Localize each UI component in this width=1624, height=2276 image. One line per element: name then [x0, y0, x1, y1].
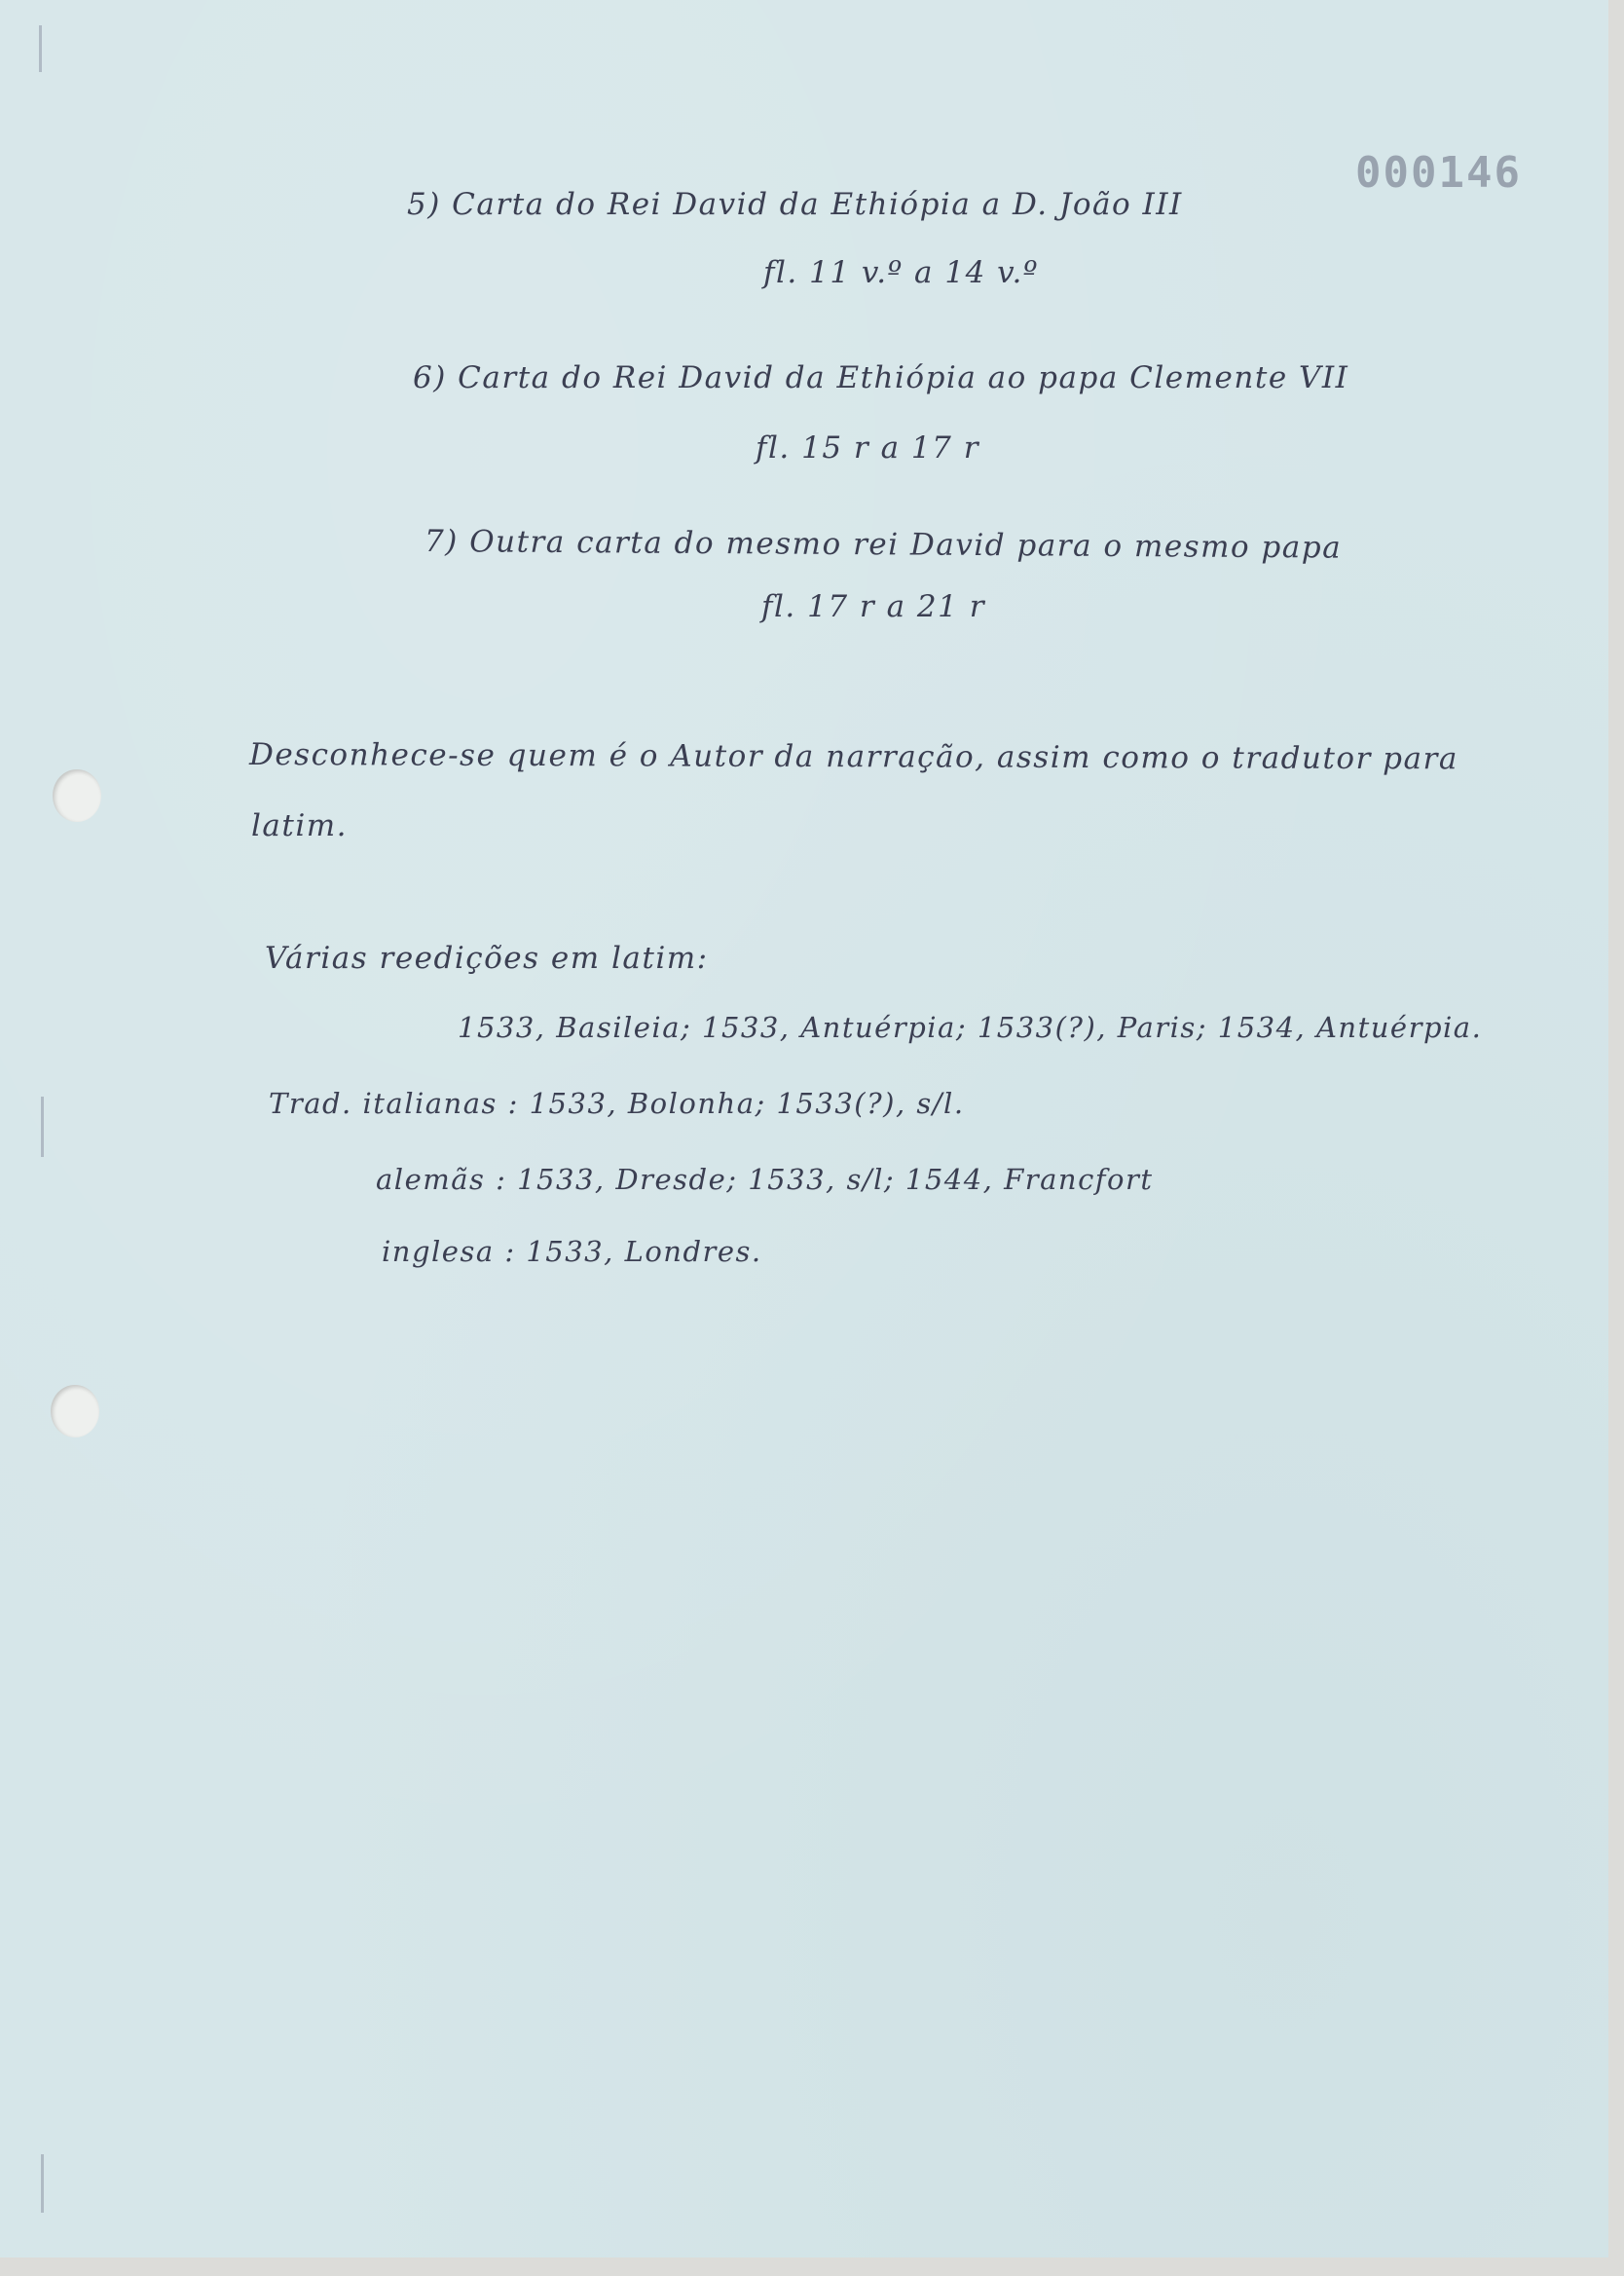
item-5-title: 5) Carta do Rei David da Ethiópia a D. João III [407, 187, 1183, 222]
english-translations: inglesa : 1533, Londres. [382, 1235, 762, 1268]
item-6-title: 6) Carta do Rei David da Ethiópia ao papa Clemente VII [413, 360, 1349, 395]
author-note-line-2: latim. [251, 808, 349, 843]
punch-hole [53, 769, 101, 822]
italian-translations: Trad. italianas : 1533, Bolonha; 1533(?), s/l. [269, 1087, 965, 1120]
item-7-title: 7) Outra carta do mesmo rei David para o mesmo papa [424, 524, 1343, 566]
item-7-folio: fl. 17 r a 21 r [761, 589, 986, 624]
german-translations: alemãs : 1533, Dresde; 1533, s/l; 1544, Francfort [376, 1163, 1154, 1196]
editions-heading: Várias reedições em latim: [265, 941, 709, 976]
item-5-folio: fl. 11 v.º a 14 v.º [763, 255, 1039, 290]
punch-hole [51, 1385, 99, 1437]
item-6-folio: fl. 15 r a 17 r [756, 430, 980, 466]
author-note-line-1: Desconhece-se quem é o Autor da narração, assim como o tradutor para [248, 737, 1458, 777]
latin-editions-list: 1533, Basileia; 1533, Antuérpia; 1533(?), Paris; 1534, Antuérpia. [458, 1011, 1483, 1044]
margin-pencil-mark [41, 2154, 44, 2213]
margin-pencil-mark [41, 1097, 44, 1157]
margin-pencil-mark [39, 25, 42, 72]
page-number-stamp: 000146 [1355, 148, 1522, 198]
